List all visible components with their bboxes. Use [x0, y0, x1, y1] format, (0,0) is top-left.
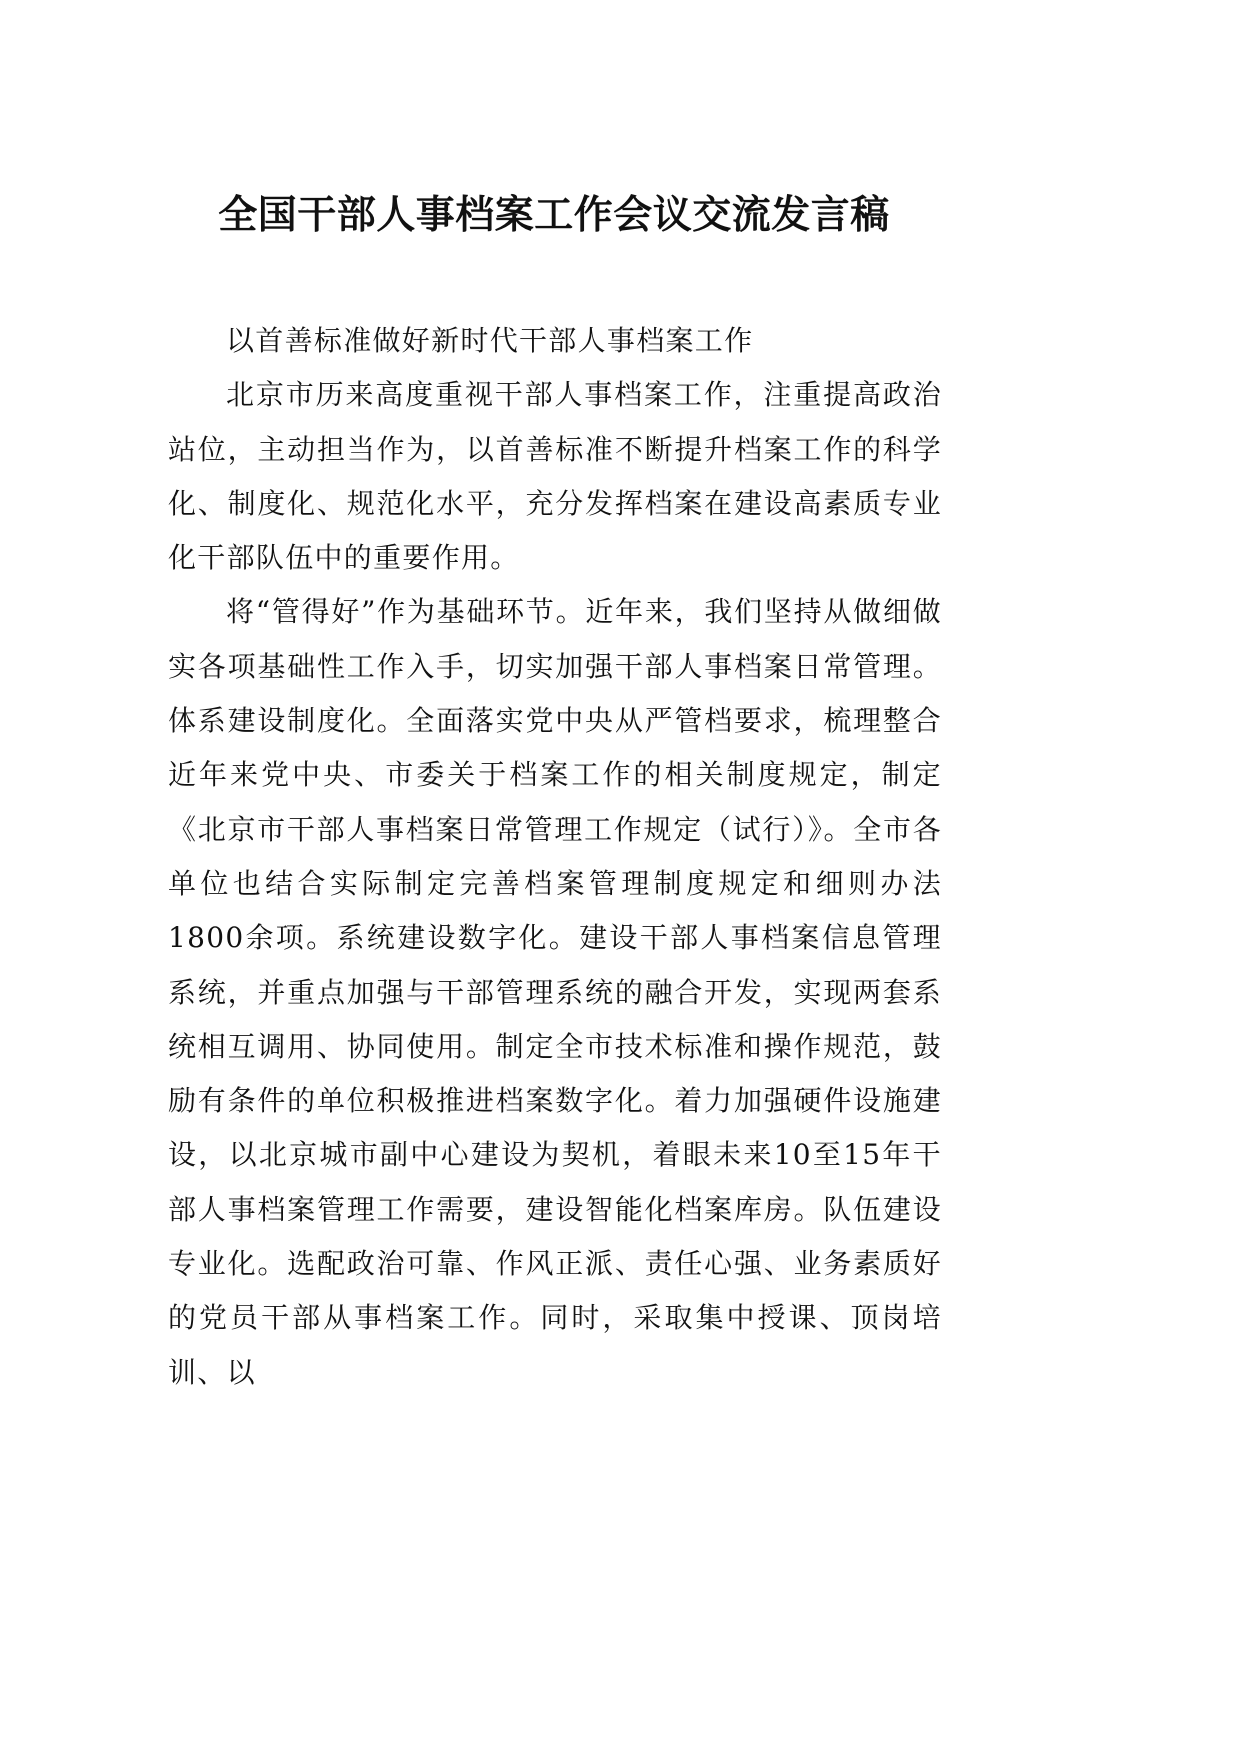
document-title: 全国干部人事档案工作会议交流发言稿	[218, 193, 890, 238]
subtitle-paragraph: 以首善标准做好新时代干部人事档案工作	[226, 324, 754, 357]
intro-paragraph: 北京市历来高度重视干部人事档案工作，注重提高政治站位，主动担当作为，以首善标准不断提升档案工作的科学化、制度化、规范化水平，充分发挥档案在建设高素质专业化干部队伍中的重要作用。	[168, 378, 942, 575]
document-body	[168, 314, 942, 1400]
body-paragraph: 将“管得好”作为基础环节。近年来，我们坚持从做细做实各项基础性工作入手，切实加强干部人事档案日常管理。体系建设制度化。全面落实党中央从严管档要求，梳理整合近年来党中央、市委关于档案工作的相关制度规定，制定《北京市干部人事档案日常管理工作规定（试行）》。全市各单位也结合实际制定完善档案管理制度规定和细则办法1800余项。系统建设数字化。建设干部人事档案信息管理系统，并重点加强与干部管理系统的融合开发，实现两套系统相互调用、协同使用。制定全市技术标准和操作规范，鼓励有条件的单位积极推进档案数字化。着力加强硬件设施建设，以北京城市副中心建设为契机，着眼未来10至15年干部人事档案管理工作需要，建设智能化档案库房。队伍建设专业化。选配政治可靠、作风正派、责任心强、业务素质好的党员干部从事档案工作。同时，采取集中授课、顶岗培训、以	[168, 595, 942, 1389]
